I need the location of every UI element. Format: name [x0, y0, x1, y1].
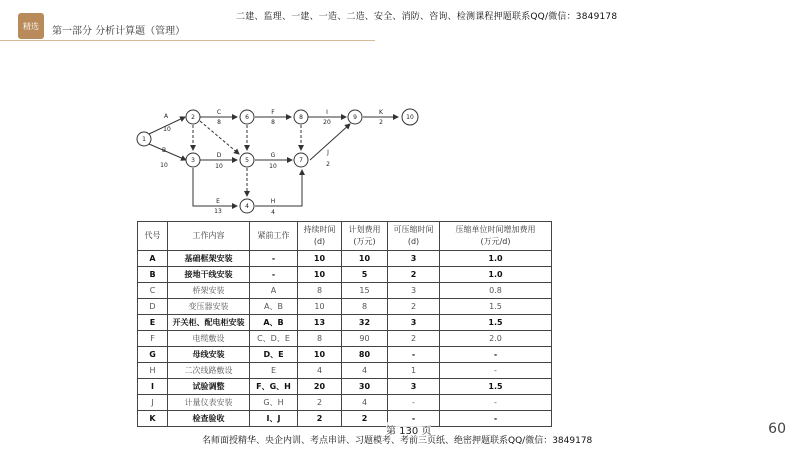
node-label-9: 9	[353, 114, 357, 121]
activity-dur-b: 10	[160, 162, 168, 169]
table-cell: 3	[388, 283, 440, 299]
table-row	[138, 251, 552, 267]
node-label-1: 1	[142, 136, 146, 143]
table-cell: 0.8	[440, 283, 552, 299]
table-row	[138, 411, 552, 427]
activity-code-i: I	[326, 109, 328, 116]
table-cell: C	[138, 283, 168, 299]
table-cell: 1.0	[440, 267, 552, 283]
table-row	[138, 331, 552, 347]
activity-code-f: F	[271, 109, 275, 116]
table-cell: 10	[342, 251, 388, 267]
node-label-3: 3	[191, 157, 195, 164]
node-label-7: 7	[299, 157, 303, 164]
table-cell: 2	[388, 299, 440, 315]
table-row	[138, 347, 552, 363]
table-cell: 10	[298, 251, 342, 267]
table-cell: G	[138, 347, 168, 363]
table-cell: 1.5	[440, 299, 552, 315]
node-label-10: 10	[406, 114, 414, 121]
table-cell: C、D、E	[250, 331, 298, 347]
table-cell: I	[138, 379, 168, 395]
table-header-cell: 紧前工作	[250, 222, 298, 251]
table-cell: K	[138, 411, 168, 427]
table-row	[138, 379, 552, 395]
table-cell: A	[250, 283, 298, 299]
table-cell: 8	[298, 331, 342, 347]
table-cell: 32	[342, 315, 388, 331]
table-cell: A、B	[250, 299, 298, 315]
table-header-cell: 持续时间 (d)	[298, 222, 342, 251]
table-cell: 1.5	[440, 379, 552, 395]
table-cell: 1.5	[440, 315, 552, 331]
table-cell: 电缆敷设	[168, 331, 250, 347]
table-row	[138, 267, 552, 283]
table-header-cell: 计划费用 (万元)	[342, 222, 388, 251]
table-cell: 10	[298, 299, 342, 315]
promo-header: 二建、监理、一建、一造、二造、安全、消防、咨询、检测课程押题联系QQ/微信：3849178	[236, 12, 618, 22]
table-cell: 1	[388, 363, 440, 379]
node-label-2: 2	[191, 114, 195, 121]
table-header-row	[138, 222, 552, 251]
arrow-j	[310, 124, 350, 160]
table-cell: 30	[342, 379, 388, 395]
table-cell: F、G、H	[250, 379, 298, 395]
table-cell: 20	[298, 379, 342, 395]
table-cell: 8	[342, 299, 388, 315]
table-cell: -	[440, 411, 552, 427]
table-cell: F	[138, 331, 168, 347]
table-cell: 桥架安装	[168, 283, 250, 299]
table-cell: -	[388, 395, 440, 411]
table-cell: 15	[342, 283, 388, 299]
table-row	[138, 299, 552, 315]
activity-dur-j: 2	[326, 161, 330, 168]
table-cell: 变压器安装	[168, 299, 250, 315]
table-cell: 10	[298, 267, 342, 283]
arrow-b	[149, 144, 186, 160]
arrow-e	[193, 168, 237, 206]
table-header-cell: 压缩单位时间增加费用 (万元/d)	[440, 222, 552, 251]
table-cell: E	[250, 363, 298, 379]
activity-code-e: E	[216, 198, 220, 205]
table-cell: 10	[298, 347, 342, 363]
activity-code-b: B	[161, 147, 167, 154]
activity-code-a: A	[163, 113, 169, 120]
table-cell: 检查验收	[168, 411, 250, 427]
table-cell: 90	[342, 331, 388, 347]
table-cell: 80	[342, 347, 388, 363]
activity-dur-i: 20	[323, 119, 331, 126]
table-cell: 5	[342, 267, 388, 283]
activity-code-c: C	[216, 109, 222, 116]
table-cell: A	[138, 251, 168, 267]
table-cell: 2	[298, 395, 342, 411]
activity-dur-c: 8	[217, 119, 221, 126]
table-cell: A、B	[250, 315, 298, 331]
table-cell: E	[138, 315, 168, 331]
table-cell: B	[138, 267, 168, 283]
activity-code-k: K	[379, 109, 383, 116]
table-cell: 2	[342, 411, 388, 427]
table-cell: 4	[298, 363, 342, 379]
arrow-h	[255, 170, 302, 206]
table-header-cell: 代号	[138, 222, 168, 251]
work-table	[137, 221, 552, 427]
activity-dur-d: 10	[215, 163, 223, 170]
section-title: 第一部分 分析计算题（管理）	[52, 26, 186, 37]
table-cell: 试验调整	[168, 379, 250, 395]
table-cell: 开关柜、配电柜安装	[168, 315, 250, 331]
table-cell: 1.0	[440, 251, 552, 267]
table-cell: 4	[342, 395, 388, 411]
table-cell: G、H	[250, 395, 298, 411]
table-cell: J	[138, 395, 168, 411]
table-cell: D、E	[250, 347, 298, 363]
table-row	[138, 315, 552, 331]
table-cell: 母线安装	[168, 347, 250, 363]
table-row	[138, 395, 552, 411]
table-cell: -	[250, 267, 298, 283]
table-cell: 接地干线安装	[168, 267, 250, 283]
table-row	[138, 283, 552, 299]
table-header-cell: 可压缩时间 (d)	[388, 222, 440, 251]
table-cell: 2	[388, 331, 440, 347]
table-header-cell: 工作内容	[168, 222, 250, 251]
table-cell: 8	[298, 283, 342, 299]
page-number: 60	[768, 421, 786, 437]
table-cell: 基础框架安装	[168, 251, 250, 267]
table-cell: -	[440, 347, 552, 363]
activity-code-j: J	[327, 149, 329, 156]
table-cell: 3	[388, 315, 440, 331]
table-cell: H	[138, 363, 168, 379]
activity-dur-h: 4	[271, 209, 275, 216]
table-cell: 13	[298, 315, 342, 331]
table-cell: D	[138, 299, 168, 315]
promo-footer: 名师面授精华、央企内训、考点串讲、习题模考、考前三页纸、绝密押题联系QQ/微信：3849178	[202, 436, 593, 446]
node-label-8: 8	[299, 114, 303, 121]
activity-dur-k: 2	[379, 119, 383, 126]
activity-code-h: H	[270, 198, 276, 205]
table-row	[138, 363, 552, 379]
node-label-4: 4	[245, 203, 249, 210]
activity-code-g: G	[270, 152, 276, 159]
node-label-5: 5	[245, 157, 249, 164]
table-cell: 3	[388, 251, 440, 267]
table-cell: -	[388, 347, 440, 363]
table-cell: 2	[298, 411, 342, 427]
table-cell: 3	[388, 379, 440, 395]
table-cell: 4	[342, 363, 388, 379]
table-cell: 2.0	[440, 331, 552, 347]
table-cell: 2	[388, 267, 440, 283]
table-cell: -	[388, 411, 440, 427]
node-label-6: 6	[245, 114, 249, 121]
table-cell: I、J	[250, 411, 298, 427]
page-label: 第 130 页	[386, 422, 431, 437]
table-cell: -	[250, 251, 298, 267]
logo: 精选	[18, 13, 44, 39]
table-cell: -	[440, 395, 552, 411]
table-body	[138, 251, 552, 427]
table-cell: -	[440, 363, 552, 379]
table-cell: 二次线路敷设	[168, 363, 250, 379]
activity-dur-a: 10	[163, 126, 171, 133]
activity-code-d: D	[216, 152, 222, 159]
activity-dur-f: 8	[271, 119, 275, 126]
activity-dur-e: 13	[214, 208, 222, 215]
table-cell: 计量仪表安装	[168, 395, 250, 411]
activity-dur-g: 10	[269, 163, 277, 170]
